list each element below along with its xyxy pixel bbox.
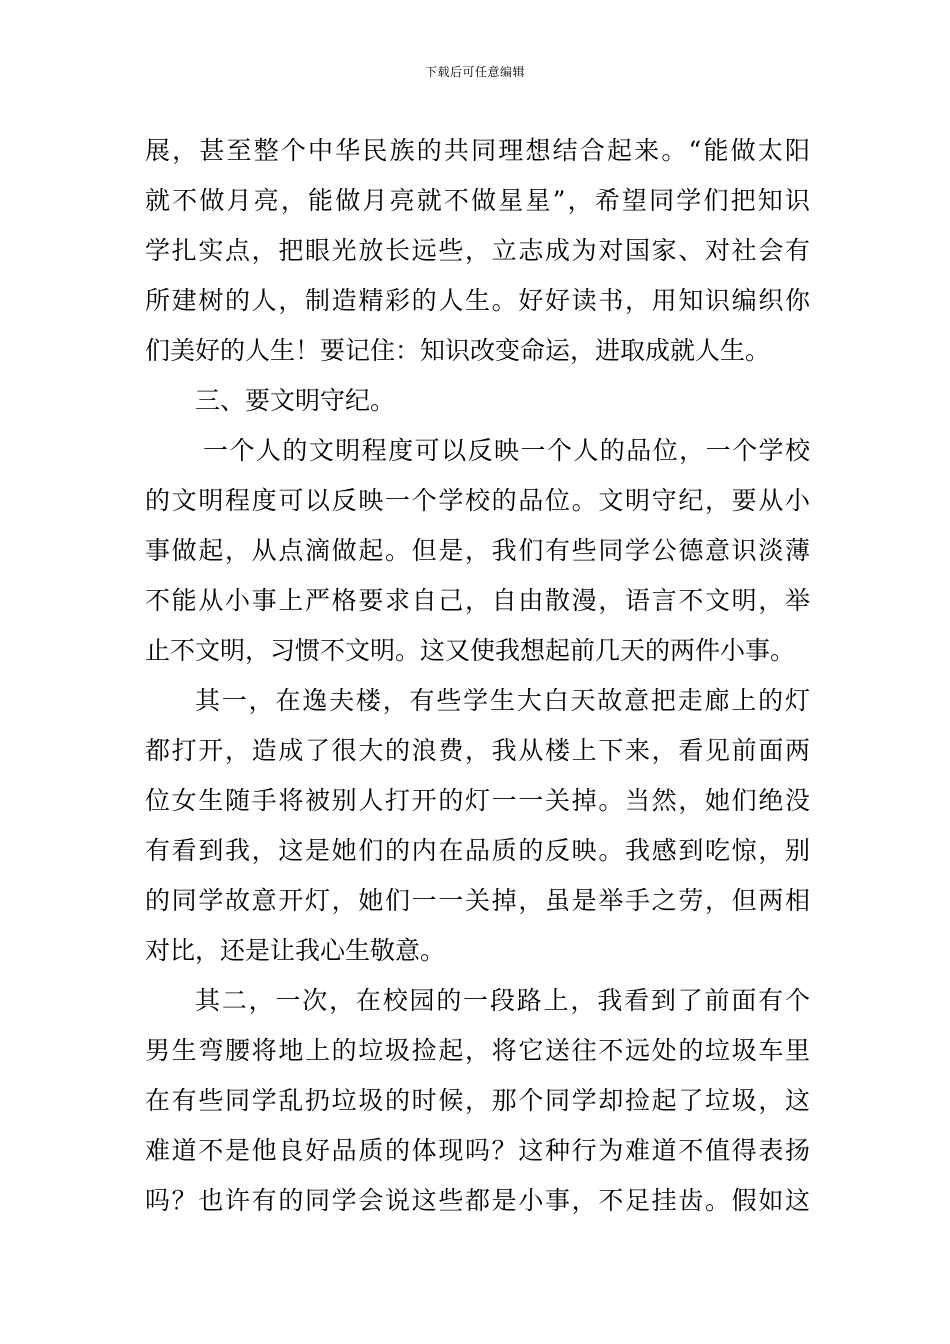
text-line: 对比，还是让我心生敬意。 xyxy=(145,936,446,965)
text-line: 不能从小事上严格要求自己，自由散漫，语言不文明，举 xyxy=(145,586,810,615)
text-line: 有看到我，这是她们的内在品质的反映。我感到吃惊，别 xyxy=(145,836,810,865)
text-line: 一个人的文明程度可以反映一个人的品位，一个学校 xyxy=(203,436,810,465)
text-line: 止不文明，习惯不文明。这又使我想起前几天的两件小事。 xyxy=(145,636,796,665)
document-body xyxy=(145,126,810,1226)
text-line: 难道不是他良好品质的体现吗？这种行为难道不值得表扬 xyxy=(145,1136,810,1165)
text-line: 的文明程度可以反映一个学校的品位。文明守纪，要从小 xyxy=(145,486,810,515)
text-line: 事做起，从点滴做起。但是，我们有些同学公德意识淡薄 xyxy=(145,536,810,565)
text-line: 其一，在逸夫楼，有些学生大白天故意把走廊上的灯 xyxy=(195,686,810,715)
text-line: 在有些同学乱扔垃圾的时候，那个同学却捡起了垃圾，这 xyxy=(145,1086,810,1115)
text-line: 位女生随手将被别人打开的灯一一关掉。当然，她们绝没 xyxy=(145,786,810,815)
section-heading: 三、要文明守纪。 xyxy=(195,386,396,415)
page-header: 下载后可任意编辑 xyxy=(424,65,525,79)
text-line: 展，甚至整个中华民族的共同理想结合起来。“能做太阳 xyxy=(145,136,810,165)
text-line: 们美好的人生！要记住：知识改变命运，进取成就人生。 xyxy=(145,336,771,365)
text-line: 男生弯腰将地上的垃圾捡起，将它送往不远处的垃圾车里 xyxy=(145,1036,810,1065)
text-line: 就不做月亮，能做月亮就不做星星”，希望同学们把知识 xyxy=(145,186,810,215)
text-line: 的同学故意开灯，她们一一关掉，虽是举手之劳，但两相 xyxy=(145,886,810,915)
text-line: 都打开，造成了很大的浪费，我从楼上下来，看见前面两 xyxy=(145,736,810,765)
text-line: 所建树的人，制造精彩的人生。好好读书，用知识编织你 xyxy=(145,286,810,315)
text-line: 学扎实点，把眼光放长远些，立志成为对国家、对社会有 xyxy=(145,236,810,265)
text-line: 其二，一次，在校园的一段路上，我看到了前面有个 xyxy=(195,986,810,1015)
text-line: 吗？也许有的同学会说这些都是小事，不足挂齿。假如这 xyxy=(145,1186,810,1215)
